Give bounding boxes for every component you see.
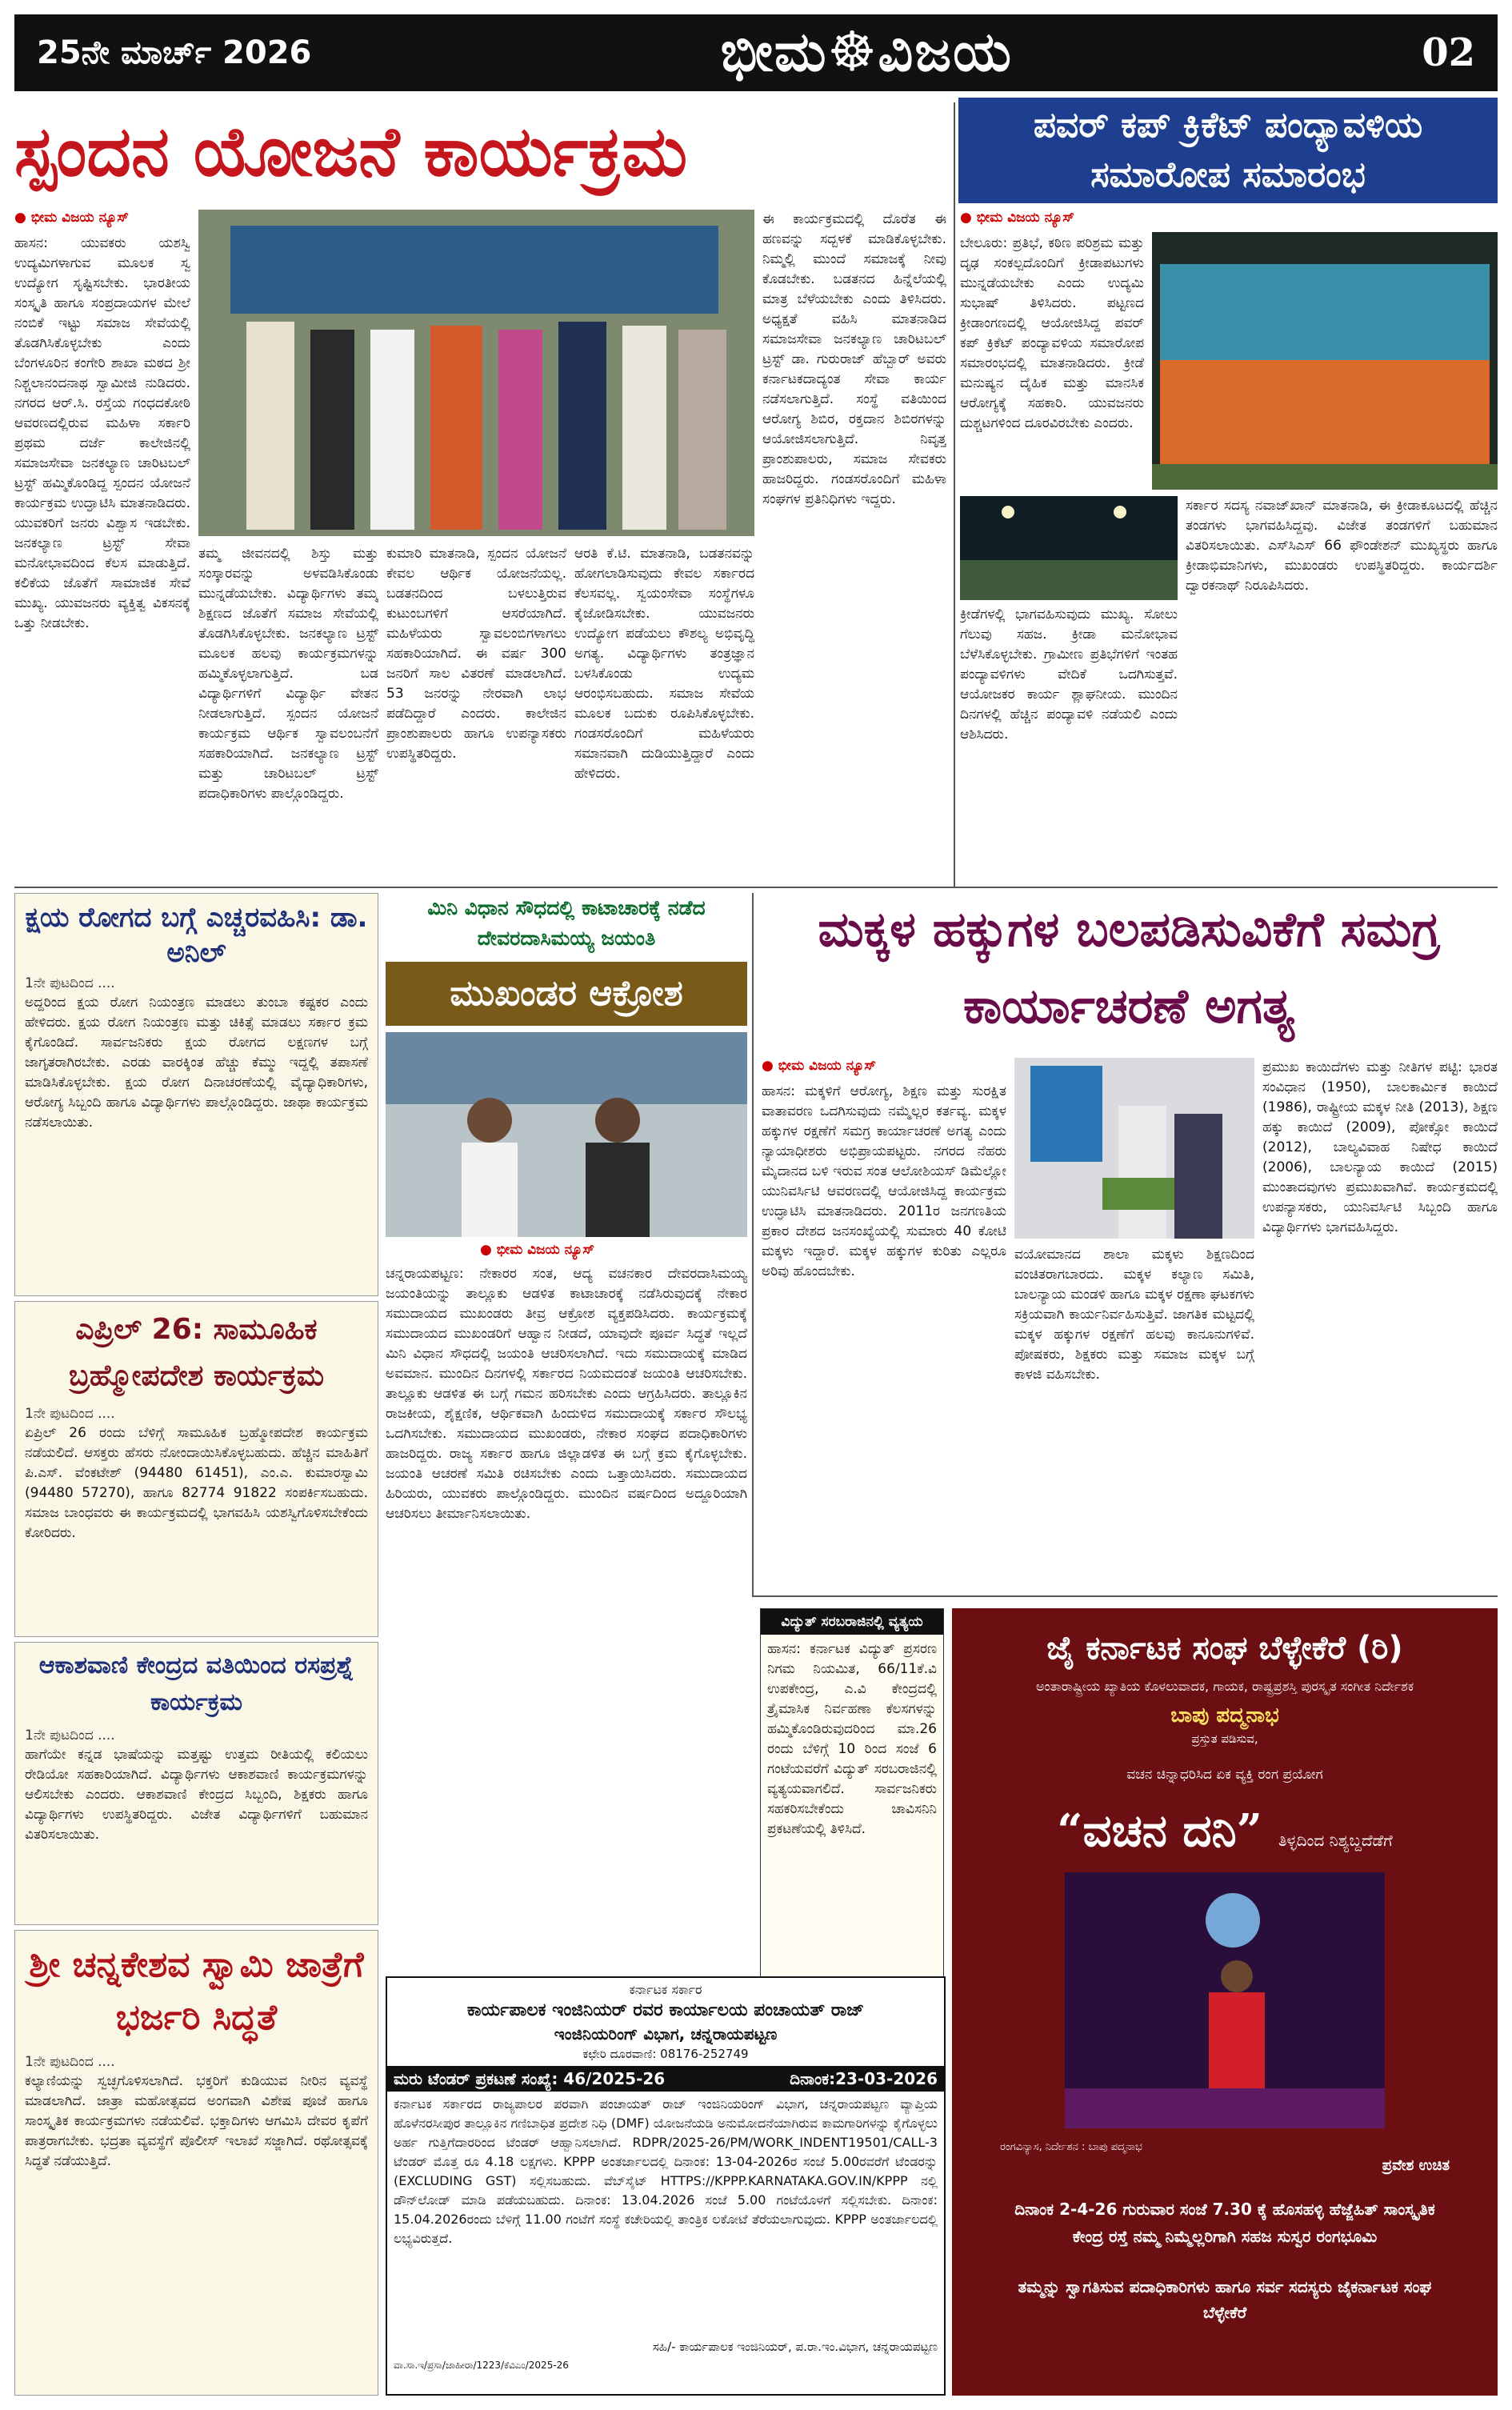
- divider: [752, 1595, 1498, 1597]
- tender-box: [386, 1976, 946, 2396]
- a8-col1: ಹಾಸನ: ಮಕ್ಕಳಿಗೆ ಆರೋಗ್ಯ, ಶಿಕ್ಷಣ ಮತ್ತು ಸುರಕ್ಷಿತ ವಾತಾವರಣ ಒದಗಿಸುವುದು ನಮ್ಮೆಲ್ಲರ ಕರ್ತವ್ಯ. ಮಕ್ಕಳ ಹಕ್ಕುಗಳ ರಕ್ಷಣೆಗೆ ಸಮಗ್ರ ಕಾರ್ಯಾಚರಣೆ ಅಗತ್ಯ ಎಂದು ನ್ಯಾಯಾಧೀಶರು ಅಭಿಪ್ರಾಯಪಟ್ಟರು. ನಗರದ ನೆಹರು ಮೈದಾನದ ಬಳಿ ಇರುವ ಸಂತ ಆಲೋಶಿಯಸ್ ಡಿಮೆಲ್ಲೋ ಯುನಿವರ್ಸಿಟಿ ಆವರಣದಲ್ಲಿ ಆಯೋಜಿಸಿದ್ದ ಕಾರ್ಯಕ್ರಮ ಉದ್ಘಾಟಿಸಿ ಮಾತನಾಡಿದರು. 2011ರ ಜನಗಣತಿಯ ಪ್ರಕಾರ ದೇಶದ ಜನಸಂಖ್ಯೆಯಲ್ಲಿ ಸುಮಾರು 40 ಕೋಟಿ ಮಕ್ಕಳು ಇದ್ದಾರೆ. ಮಕ್ಕಳ ಹಕ್ಕುಗಳ ಕುರಿತು ಎಲ್ಲರೂ ಅರಿವು ಹೊಂದಬೇಕು.: [762, 1083, 1006, 1279]
- a3-body: ಅದ್ದರಿಂದ ಕ್ಷಯ ರೋಗ ನಿಯಂತ್ರಣ ಮಾಡಲು ತುಂಬಾ ಕಷ್ಟಕರ ಎಂದು ಹೇಳಿದರು. ಕ್ಷಯ ರೋಗ ನಿಯಂತ್ರಣ ಮತ್ತು ಚಿಕಿತ್ಸೆ ಮಾಡಲು ಸರ್ಕಾರ ಕ್ರಮ ಕೈಗೊಂಡಿದೆ. ಸಾರ್ವಜನಿಕರು ಕ್ಷಯ ರೋಗದ ಲಕ್ಷಣಗಳ ಬಗ್ಗೆ ಜಾಗೃತರಾಗಿರಬೇಕು. ಎರಡು ವಾರಕ್ಕಿಂತ ಹೆಚ್ಚು ಕೆಮ್ಮು ಇದ್ದಲ್ಲಿ ತಪಾಸಣೆ ಮಾಡಿಸಿಕೊಳ್ಳಬೇಕು. ಕ್ಷಯ ರೋಗ ದಿನಾಚರಣೆಯಲ್ಲಿ ವೈದ್ಯಾಧಿಕಾರಿಗಳು, ಆರೋಗ್ಯ ಸಿಬ್ಬಂದಿ ಹಾಗೂ ವಿದ್ಯಾರ್ಥಿಗಳು ಪಾಲ್ಗೊಂಡಿದ್ದರು. ಜಾಥಾ ಕಾರ್ಯಕ್ರಮ ನಡೆಸಲಾಯಿತು.: [25, 995, 368, 1131]
- tender-sign: ಸಹಿ/- ಕಾರ್ಯಪಾಲಕ ಇಂಜಿನಿಯರ್, ಪ.ರಾ.ಇಂ.ವಿಭಾಗ, ಚನ್ನರಾಯಪಟ್ಟಣ: [652, 2340, 938, 2354]
- masthead: [14, 14, 1498, 91]
- ad-title: ಜೈ ಕರ್ನಾಟಕ ಸಂಘ ಬೆಳ್ಳೇಕೆರೆ (ರಿ): [1046, 1630, 1403, 1667]
- a4-headline: ಎಪ್ರಿಲ್ 26: ಸಾಮೂಹಿಕ ಬ್ರಹ್ಮೋಪದೇಶ ಕಾರ್ಯಕ್ರಮ: [68, 1313, 325, 1392]
- tender-division: ಇಂಜಿನಿಯರಿಂಗ್ ವಿಭಾಗ, ಚನ್ನರಾಯಪಟ್ಟಣ: [554, 2024, 778, 2044]
- a5-box: [14, 1642, 378, 1925]
- a3-headline: ಕ್ಷಯ ರೋಗದ ಬಗ್ಗೆ ಎಚ್ಚರವಹಿಸಿ: ಡಾ. ಅನಿಲ್: [25, 902, 368, 969]
- a8-photo: [1014, 1058, 1254, 1239]
- a8-col2: ವಯೋಮಾನದ ಶಾಲಾ ಮಕ್ಕಳು ಶಿಕ್ಷಣದಿಂದ ವಂಚಿತರಾಗಬಾರದು. ಮಕ್ಕಳ ಕಲ್ಯಾಣ ಸಮಿತಿ, ಬಾಲನ್ಯಾಯ ಮಂಡಳಿ ಹಾಗೂ ಮಕ್ಕಳ ರಕ್ಷಣಾ ಘಟಕಗಳು ಸಕ್ರಿಯವಾಗಿ ಕಾರ್ಯನಿರ್ವಹಿಸುತ್ತಿವೆ. ಜಾಗತಿಕ ಮಟ್ಟದಲ್ಲಿ ಮಕ್ಕಳ ಹಕ್ಕುಗಳ ರಕ್ಷಣೆಗೆ ಹಲವು ಕಾನೂನುಗಳಿವೆ. ಪೋಷಕರು, ಶಿಕ್ಷಕರು ಮತ್ತು ಸಮಾಜ ಮಕ್ಕಳ ಬಗ್ಗೆ ಕಾಳಜಿ ವಹಿಸಬೇಕು.: [1014, 1247, 1254, 1383]
- ad-show-line: [952, 1786, 1498, 1860]
- a1-col4: ಆರತಿ ಕೆ.ಟಿ. ಮಾತನಾಡಿ, ಬಡತನವನ್ನು ಹೋಗಲಾಡಿಸುವುದು ಕೇವಲ ಸರ್ಕಾರದ ಕೆಲಸವಲ್ಲ. ಸ್ವಯಂಸೇವಾ ಸಂಸ್ಥೆಗಳೂ ಕೈಜೋಡಿಸಬೇಕು. ಯುವಜನರು ಉದ್ಯೋಗ ಪಡೆಯಲು ಕೌಶಲ್ಯ ಅಭಿವೃದ್ಧಿ ಅಗತ್ಯ. ವಿದ್ಯಾರ್ಥಿಗಳು ತಂತ್ರಜ್ಞಾನ ಬಳಸಿಕೊಂಡು ಉದ್ಯಮ ಆರಂಭಿಸಬಹುದು. ಸಮಾಜ ಸೇವೆಯ ಮೂಲಕ ಬದುಕು ರೂಪಿಸಿಕೊಳ್ಳಬೇಕು. ಗಂಡಸರೊಂದಿಗೆ ಮಹಿಳೆಯರು ಸಮಾನವಾಗಿ ದುಡಿಯುತ್ತಿದ್ದಾರೆ ಎಂದು ಹೇಳಿದರು.: [574, 546, 754, 782]
- stadium-photo-icon: [960, 496, 1178, 600]
- tender-notice-date: ದಿನಾಂಕ:23-03-2026: [790, 2069, 938, 2088]
- ad-event: ದಿನಾಂಕ 2-4-26 ಗುರುವಾರ ಸಂಜೆ 7.30 ಕ್ಕೆ ಹೊಸಹಳ್ಳಿ ಹೆಜ್ಜೆಹಿತ್ ಸಾಂಸ್ಕೃತಿಕ ಕೇಂದ್ರ ರಸ್ತೆ ನಮ್ಮ ನಿಮ್ಮೆಲ್ಲರಿಗಾಗಿ ಸಹಜ ಸುಸ್ವರ ರಂಗಭೂಮಿ: [1014, 2200, 1435, 2246]
- divider: [14, 887, 1498, 888]
- a5-body: ಹಾಗೆಯೇ ಕನ್ನಡ ಭಾಷೆಯನ್ನು ಮತ್ತಷ್ಟು ಉತ್ತಮ ರೀತಿಯಲ್ಲಿ ಕಲಿಯಲು ರೇಡಿಯೋ ಸಹಕಾರಿಯಾಗಿದೆ. ವಿದ್ಯಾರ್ಥಿಗಳು ಆಕಾಶವಾಣಿ ಕಾರ್ಯಕ್ರಮಗಳನ್ನು ಆಲಿಸಬೇಕು ಎಂದರು. ಆಕಾಶವಾಣಿ ಕೇಂದ್ರದ ಸಿಬ್ಬಂದಿ, ಶಿಕ್ಷಕರು ಹಾಗೂ ವಿದ್ಯಾರ್ಥಿಗಳು ಉಪಸ್ಥಿತರಿದ್ದರು. ವಿಜೇತ ವಿದ್ಯಾರ್ಥಿಗಳಿಗೆ ಬಹುಮಾನ ವಿತರಿಸಲಾಯಿತು.: [25, 1747, 368, 1843]
- a1-photo: [198, 210, 754, 536]
- ad-free: ಪ್ರವೇಶ ಉಚಿತ: [1382, 2157, 1450, 2174]
- a5-dateline: 1ನೇ ಪುಟದಿಂದ ....: [25, 1727, 115, 1743]
- a7-kicker: ಮಿನಿ ವಿಧಾನ ಸೌಧದಲ್ಲಿ ಕಾಟಾಚಾರಕ್ಕೆ ನಡೆದ ದೇವರದಾಸಿಮಯ್ಯ ಜಯಂತಿ: [427, 896, 706, 950]
- ad-intro: ಅಂತಾರಾಷ್ಟ್ರೀಯ ಖ್ಯಾತಿಯ ಕೊಳಲುವಾದಕ, ಗಾಯಕ, ರಾಷ್ಟ್ರಪ್ರಶಸ್ತಿ ಪುರಸ್ಕೃತ ಸಂಗೀತ ನಿರ್ದೇಶಕ: [1035, 1679, 1414, 1694]
- a2-photo-team: [1152, 232, 1498, 490]
- a2-col2: ಕ್ರೀಡೆಗಳಲ್ಲಿ ಭಾಗವಹಿಸುವುದು ಮುಖ್ಯ. ಸೋಲು ಗೆಲುವು ಸಹಜ. ಕ್ರೀಡಾ ಮನೋಭಾವ ಬೆಳೆಸಿಕೊಳ್ಳಬೇಕು. ಗ್ರಾಮೀಣ ಪ್ರತಿಭೆಗಳಿಗೆ ಇಂತಹ ಪಂದ್ಯಾವಳಿಗಳು ವೇದಿಕೆ ಒದಗಿಸುತ್ತವೆ. ಆಯೋಜಕರ ಕಾರ್ಯ ಶ್ಲಾಘನೀಯ. ಮುಂದಿನ ದಿನಗಳಲ್ಲಿ ಹೆಚ್ಚಿನ ಪಂದ್ಯಾವಳಿ ನಡೆಯಲಿ ಎಂದು ಆಶಿಸಿದರು.: [960, 607, 1178, 743]
- a6-box: [14, 1930, 378, 2396]
- performer-photo-icon: [1065, 1872, 1385, 2128]
- ad-photo: [1065, 1872, 1385, 2128]
- a2-col1: ಬೇಲೂರು: ಪ್ರತಿಭೆ, ಕಠಿಣ ಪರಿಶ್ರಮ ಮತ್ತು ದೃಢ ಸಂಕಲ್ಪದೊಂದಿಗೆ ಕ್ರೀಡಾಪಟುಗಳು ಮುನ್ನಡೆಯಬೇಕು ಎಂದು ಉದ್ಯಮಿ ಸುಭಾಷ್ ತಿಳಿಸಿದರು. ಪಟ್ಟಣದ ಕ್ರೀಡಾಂಗಣದಲ್ಲಿ ಆಯೋಜಿಸಿದ್ದ ಪವರ್ ಕಪ್ ಕ್ರಿಕೆಟ್ ಪಂದ್ಯಾವಳಿಯ ಸಮಾರೋಪ ಸಮಾರಂಭದಲ್ಲಿ ಮಾತನಾಡಿದರು. ಕ್ರೀಡೆ ಮನುಷ್ಯನ ದೈಹಿಕ ಮತ್ತು ಮಾನಸಿಕ ಆರೋಗ್ಯಕ್ಕೆ ಸಹಕಾರಿ. ಯುವಜನರು ದುಶ್ಚಟಗಳಿಂದ ದೂರವಿರಬೇಕು ಎಂದರು.: [960, 235, 1144, 431]
- a9-box: [760, 1608, 944, 1984]
- divider: [954, 102, 955, 887]
- ad-direction: ತಿಳ್ಳದಿಂದ ನಿಶ್ಯಬ್ದದೆಡೆಗೆ: [1278, 1831, 1393, 1850]
- a1-col3: ಕುಮಾರಿ ಮಾತನಾಡಿ, ಸ್ಪಂದನ ಯೋಜನೆ ಕೇವಲ ಆರ್ಥಿಕ ಯೋಜನೆಯಲ್ಲ. ಬಡತನದಿಂದ ಬಳಲುತ್ತಿರುವ ಕುಟುಂಬಗಳಿಗೆ ಆಸರೆಯಾಗಿದೆ. ಮಹಿಳೆಯರು ಸ್ವಾವಲಂಬಿಗಳಾಗಲು ಸಹಕಾರಿಯಾಗಿದೆ. ಈ ವರ್ಷ 300 ಜನರಿಗೆ ಸಾಲ ವಿತರಣೆ ಮಾಡಲಾಗಿದೆ. 53 ಜನರನ್ನು ನೇರವಾಗಿ ಲಾಭ ಪಡೆದಿದ್ದಾರೆ ಎಂದರು. ಕಾಲೇಜಿನ ಪ್ರಾಂಶುಪಾಲರು ಹಾಗೂ ಉಪನ್ಯಾಸಕರು ಉಪಸ್ಥಿತರಿದ್ದರು.: [386, 546, 566, 762]
- cricket-team-photo-icon: [1152, 232, 1498, 490]
- a8-byline: ● ಭೀಮ ವಿಜಯ ನ್ಯೂಸ್: [762, 1058, 876, 1074]
- event-ad: [952, 1608, 1498, 2396]
- tender-ref: ವಾ.ಸಾ.ಇ/ಪ್ರಸಾ/ಜಾಹೀರಾ/1223/ಕೆವಿಎಂ/2025-26: [394, 2360, 569, 2371]
- a7-photo: [386, 1032, 747, 1237]
- issue-date: 25ನೇ ಮಾರ್ಚ್ 2026: [37, 34, 312, 71]
- a4-dateline: 1ನೇ ಪುಟದಿಂದ ....: [25, 1406, 115, 1422]
- a8-col3: ಪ್ರಮುಖ ಕಾಯಿದೆಗಳು ಮತ್ತು ನೀತಿಗಳ ಪಟ್ಟಿ: ಭಾರತ ಸಂವಿಧಾನ (1950), ಬಾಲಕಾರ್ಮಿಕ ಕಾಯಿದೆ (1986), ರಾಷ್ಟ್ರೀಯ ಮಕ್ಕಳ ನೀತಿ (2013), ಶಿಕ್ಷಣ ಹಕ್ಕು ಕಾಯಿದೆ (2009), ಪೋಕ್ಸೋ ಕಾಯಿದೆ (2012), ಬಾಲ್ಯವಿವಾಹ ನಿಷೇಧ ಕಾಯಿದೆ (2006), ಬಾಲನ್ಯಾಯ ಕಾಯಿದೆ (2015) ಮುಂತಾದವುಗಳು ಪ್ರಮುಖವಾಗಿವೆ. ಕಾರ್ಯಕ್ರಮದಲ್ಲಿ ಉಪನ್ಯಾಸಕರು, ಯುನಿವರ್ಸಿಟಿ ಸಿಬ್ಬಂದಿ ಹಾಗೂ ವಿದ್ಯಾರ್ಥಿಗಳು ಭಾಗವಹಿಸಿದ್ದರು.: [1262, 1059, 1498, 1235]
- divider: [752, 893, 754, 1597]
- a4-body: ಏಪ್ರಿಲ್ 26 ರಂದು ಬೆಳಿಗ್ಗೆ ಸಾಮೂಹಿಕ ಬ್ರಹ್ಮೋಪದೇಶ ಕಾರ್ಯಕ್ರಮ ನಡೆಯಲಿದೆ. ಆಸಕ್ತರು ಹೆಸರು ನೋಂದಾಯಿಸಿಕೊಳ್ಳಬಹುದು. ಹೆಚ್ಚಿನ ಮಾಹಿತಿಗೆ ಪಿ.ಎಸ್. ವೆಂಕಟೇಶ್ (94480 61451), ಎಂ.ಎ. ಕುಮಾರಸ್ವಾಮಿ (94480 57270), ಹಾಗೂ 82774 91822 ಸಂಪರ್ಕಿಸಬಹುದು. ಸಮಾಜ ಬಾಂಧವರು ಈ ಕಾರ್ಯಕ್ರಮದಲ್ಲಿ ಭಾಗವಹಿಸಿ ಯಶಸ್ವಿಗೊಳಿಸಬೇಕೆಂದು ಕೋರಿದರು.: [25, 1425, 368, 1541]
- a3-dateline: 1ನೇ ಪುಟದಿಂದ ....: [25, 975, 115, 991]
- a7-byline: ● ಭೀಮ ವಿಜಯ ನ್ಯೂಸ್: [480, 1242, 594, 1258]
- a6-headline: ಶ್ರೀ ಚನ್ನಕೇಶವ ಸ್ವಾಮಿ ಜಾತ್ರೆಗೆ ಭರ್ಜರಿ ಸಿದ್ಧತೆ: [29, 1944, 364, 2038]
- a6-body: ಕಲ್ಯಾಣಿಯನ್ನು ಸ್ವಚ್ಛಗೊಳಿಸಲಾಗಿದೆ. ಭಕ್ತರಿಗೆ ಕುಡಿಯುವ ನೀರಿನ ವ್ಯವಸ್ಥೆ ಮಾಡಲಾಗಿದೆ. ಜಾತ್ರಾ ಮಹೋತ್ಸವದ ಅಂಗವಾಗಿ ವಿಶೇಷ ಪೂಜೆ ಹಾಗೂ ಸಾಂಸ್ಕೃತಿಕ ಕಾರ್ಯಕ್ರಮಗಳು ನಡೆಯಲಿವೆ. ಭಕ್ತಾದಿಗಳು ಆಗಮಿಸಿ ದೇವರ ಕೃಪೆಗೆ ಪಾತ್ರರಾಗಬೇಕು. ಭದ್ರತಾ ವ್ಯವಸ್ಥೆಗೆ ಪೊಲೀಸ್ ಇಲಾಖೆ ಸಜ್ಜಾಗಿದೆ. ರಥೋತ್ಸವಕ್ಕೆ ಸಿದ್ಧತೆ ನಡೆಯುತ್ತಿದೆ.: [25, 2073, 368, 2169]
- a2-byline: ● ಭೀಮ ವಿಜಯ ನ್ಯೂಸ್: [960, 210, 1074, 226]
- a6-dateline: 1ನೇ ಪುಟದಿಂದ ....: [25, 2054, 115, 2070]
- a2-photo-ground: [960, 496, 1178, 600]
- a3-box: [14, 893, 378, 1296]
- a2-header: ಪವರ್ ಕಪ್ ಕ್ರಿಕೆಟ್ ಪಂದ್ಯಾವಳಿಯ ಸಮಾರೋಪ ಸಮಾರಂಭ: [958, 98, 1498, 203]
- ad-artist: ಬಾಪು ಪದ್ಮನಾಭ: [1170, 1703, 1279, 1727]
- page-number: 02: [1422, 30, 1475, 75]
- ceremony-photo-icon: [198, 210, 754, 536]
- a4-box: [14, 1301, 378, 1637]
- ad-show: “ವಚನ ದನಿ”: [1057, 1804, 1262, 1857]
- a7-body: ಚನ್ನರಾಯಪಟ್ಟಣ: ನೇಕಾರರ ಸಂತ, ಆದ್ಯ ವಚನಕಾರ ದೇವರದಾಸಿಮಯ್ಯ ಜಯಂತಿಯನ್ನು ತಾಲ್ಲೂಕು ಆಡಳಿತ ಕಾಟಾಚಾರಕ್ಕೆ ನಡೆಸಿರುವುದಕ್ಕೆ ನೇಕಾರ ಸಮುದಾಯದ ಮುಖಂಡರು ತೀವ್ರ ಆಕ್ರೋಶ ವ್ಯಕ್ತಪಡಿಸಿದರು. ಕಾರ್ಯಕ್ರಮಕ್ಕೆ ಸಮುದಾಯದ ಮುಖಂಡರಿಗೆ ಆಹ್ವಾನ ನೀಡದೆ, ಯಾವುದೇ ಪೂರ್ವ ಸಿದ್ಧತೆ ಇಲ್ಲದೆ ಮಿನಿ ವಿಧಾನ ಸೌಧದಲ್ಲಿ ಜಯಂತಿ ಆಚರಿಸಲಾಗಿದೆ. ಇದು ಸಮುದಾಯಕ್ಕೆ ಮಾಡಿದ ಅವಮಾನ. ಮುಂದಿನ ದಿನಗಳಲ್ಲಿ ಸರ್ಕಾರದ ನಿಯಮದಂತೆ ಜಯಂತಿ ಆಚರಿಸಬೇಕು. ತಾಲ್ಲೂಕು ಆಡಳಿತ ಈ ಬಗ್ಗೆ ಗಮನ ಹರಿಸಬೇಕು ಎಂದು ಆಗ್ರಹಿಸಿದರು. ತಾಲ್ಲೂಕಿನ ರಾಜಕೀಯ, ಶೈಕ್ಷಣಿಕ, ಆರ್ಥಿಕವಾಗಿ ಹಿಂದುಳಿದ ಸಮುದಾಯಕ್ಕೆ ಸರ್ಕಾರ ಸೌಲಭ್ಯ ಒದಗಿಸಬೇಕು. ಸಮುದಾಯದ ಮುಖಂಡರು, ನೇಕಾರ ಸಂಘದ ಪದಾಧಿಕಾರಿಗಳು ಹಾಜರಿದ್ದರು. ರಾಜ್ಯ ಸರ್ಕಾರ ಹಾಗೂ ಜಿಲ್ಲಾಡಳಿತ ಈ ಬಗ್ಗೆ ಕ್ರಮ ಕೈಗೊಳ್ಳಬೇಕು. ಜಯಂತಿ ಆಚರಣೆ ಸಮಿತಿ ರಚಿಸಬೇಕು ಎಂದು ಒತ್ತಾಯಿಸಿದರು. ಸಮುದಾಯದ ಹಿರಿಯರು, ಯುವಕರು ಪಾಲ್ಗೊಂಡಿದ್ದರು. ಮುಂದಿನ ವರ್ಷದಿಂದ ಅದ್ದೂರಿಯಾಗಿ ಆಚರಿಸಲು ತೀರ್ಮಾನಿಸಲಾಯಿತು.: [386, 1266, 747, 1522]
- a8-headline: ಮಕ್ಕಳ ಹಕ್ಕುಗಳ ಬಲಪಡಿಸುವಿಕೆಗೆ ಸಮಗ್ರ ಕಾರ್ಯಾಚರಣೆ ಅಗತ್ಯ: [818, 902, 1440, 1035]
- ad-presents: ಪ್ರಸ್ತುತ ಪಡಿಸುವ,: [1191, 1731, 1258, 1746]
- a1-byline: ● ಭೀಮ ವಿಜಯ ನ್ಯೂಸ್: [14, 210, 129, 226]
- tender-notice-no: ಮರು ಟೆಂಡರ್ ಪ್ರಕಟಣೆ ಸಂಖ್ಯೆ: 46/2025-26: [394, 2069, 666, 2088]
- a1-col1: ಹಾಸನ: ಯುವಕರು ಯಶಸ್ವಿ ಉದ್ಯಮಿಗಳಾಗುವ ಮೂಲಕ ಸ್ವ ಉದ್ಯೋಗ ಸೃಷ್ಟಿಸಬೇಕು. ಭಾರತೀಯ ಸಂಸ್ಕೃತಿ ಹಾಗೂ ಸಂಪ್ರದಾಯಗಳ ಮೇಲೆ ನಂಬಿಕೆ ಇಟ್ಟು ಸಮಾಜ ಸೇವೆಯಲ್ಲಿ ತೊಡಗಿಸಿಕೊಳ್ಳಬೇಕು ಎಂದು ಬೆಂಗಳೂರಿನ ಕಂಗೇರಿ ಶಾಖಾ ಮಠದ ಶ್ರೀ ನಿಶ್ಚಲಾನಂದನಾಥ ಸ್ವಾಮೀಜಿ ನುಡಿದರು. ನಗರದ ಆರ್.ಸಿ. ರಸ್ತೆಯ ಗಂಧದಕೋಠಿ ಆವರಣದಲ್ಲಿರುವ ಮಹಿಳಾ ಸರ್ಕಾರಿ ಪ್ರಥಮ ದರ್ಜೆ ಕಾಲೇಜಿನಲ್ಲಿ ಸಮಾಜಸೇವಾ ಜನಕಲ್ಯಾಣ ಚಾರಿಟಬಲ್ ಟ್ರಸ್ಟ್ ಹಮ್ಮಿಕೊಂಡಿದ್ದ ಸ್ಪಂದನ ಯೋಜನೆ ಕಾರ್ಯಕ್ರಮ ಉದ್ಘಾಟಿಸಿ ಮಾತನಾಡಿದರು. ಯುವಕರಿಗೆ ಜನರು ವಿಶ್ವಾಸ ಇಡಬೇಕು. ಜನಕಲ್ಯಾಣ ಟ್ರಸ್ಟ್ ಸೇವಾ ಮನೋಭಾವದಿಂದ ಕೆಲಸ ಮಾಡುತ್ತಿದೆ. ಕಲಿಕೆಯ ಜೊತೆಗೆ ಸಾಮಾಜಿಕ ಸೇವೆ ಮುಖ್ಯ. ಯುವಜನರು ವ್ಯಕ್ತಿತ್ವ ವಿಕಸನಕ್ಕೆ ಒತ್ತು ನೀಡಬೇಕು.: [14, 235, 190, 631]
- ad-welcome: ತಮ್ಮನ್ನು ಸ್ವಾಗತಿಸುವ ಪದಾಧಿಕಾರಿಗಳು ಹಾಗೂ ಸರ್ವ ಸದಸ್ಯರು ಜೈಕರ್ನಾಟಕ ಸಂಘ ಬೆಳ್ಳೇಕೆರೆ: [1018, 2277, 1432, 2322]
- a9-headline: ವಿದ್ಯುತ್ ಸರಬರಾಜಿನಲ್ಲಿ ವ್ಯತ್ಯಯ: [761, 1609, 943, 1635]
- protest-photo-icon: [386, 1032, 747, 1237]
- tender-phone: ಕಛೇರಿ ದೂರವಾಣಿ: 08176-252749: [582, 2047, 749, 2061]
- a2-col3: ಸರ್ಕಾರ ಸದಸ್ಯ ನವಾಜ್‌ಖಾನ್ ಮಾತನಾಡಿ, ಈ ಕ್ರೀಡಾಕೂಟದಲ್ಲಿ ಹೆಚ್ಚಿನ ತಂಡಗಳು ಭಾಗವಹಿಸಿದ್ದವು. ವಿಜೇತ ತಂಡಗಳಿಗೆ ಬಹುಮಾನ ವಿತರಿಸಲಾಯಿತು. ಎಸ್‌ಸಿಎಸ್ 66 ಫೌಂಡೇಶನ್ ಮುಖ್ಯಸ್ಥರು ಹಾಗೂ ಕ್ರೀಡಾಭಿಮಾನಿಗಳು, ಮುಖಂಡರು ಉಪಸ್ಥಿತರಿದ್ದರು. ಕಾರ್ಯದರ್ಶಿ ದ್ವಾರಕನಾಥ್ ನಿರೂಪಿಸಿದರು.: [1186, 498, 1498, 594]
- tender-gov: ಕರ್ನಾಟಕ ಸರ್ಕಾರ: [629, 1982, 702, 1997]
- seminar-photo-icon: [1014, 1058, 1254, 1239]
- tender-office: ಕಾರ್ಯಪಾಲಕ ಇಂಜಿನಿಯರ್ ರವರ ಕಾರ್ಯಾಲಯ ಪಂಚಾಯತ್ ರಾಜ್: [466, 2000, 865, 2020]
- a1-col5: ಈ ಕಾರ್ಯಕ್ರಮದಲ್ಲಿ ದೊರೆತ ಈ ಹಣವನ್ನು ಸದ್ಬಳಕೆ ಮಾಡಿಕೊಳ್ಳಬೇಕು. ನಿಮ್ಮಲ್ಲಿ ಮುಂದೆ ಸಮಾಜಕ್ಕೆ ನೀವು ಕೊಡಬೇಕು. ಬಡತನದ ಹಿನ್ನೆಲೆಯಲ್ಲಿ ಮಾತ್ರ ಬೆಳೆಯಬೇಕು ಎಂದು ತಿಳಿಸಿದರು. ಅಧ್ಯಕ್ಷತೆ ವಹಿಸಿ ಮಾತನಾಡಿದ ಸಮಾಜಸೇವಾ ಜನಕಲ್ಯಾಣ ಚಾರಿಟಬಲ್ ಟ್ರಸ್ಟ್ ಡಾ. ಗುರುರಾಜ್ ಹೆಬ್ಬಾರ್ ಅವರು ಕರ್ನಾಟಕದಾದ್ಯಂತ ಸೇವಾ ಕಾರ್ಯ ನಡೆಸಲಾಗುತ್ತಿದೆ. ಸಂಸ್ಥೆ ವತಿಯಿಂದ ಆರೋಗ್ಯ ಶಿಬಿರ, ರಕ್ತದಾನ ಶಿಬಿರಗಳನ್ನು ಆಯೋಜಿಸಲಾಗುತ್ತಿದೆ. ನಿವೃತ್ತ ಪ್ರಾಂಶುಪಾಲರು, ಸಮಾಜ ಸೇವಕರು ಹಾಜರಿದ್ದರು. ಗಂಡಸರೊಂದಿಗೆ ಮಹಿಳಾ ಸಂಘಗಳ ಪ್ರತಿನಿಧಿಗಳು ಇದ್ದರು.: [762, 211, 946, 507]
- ad-credits: ರಂಗವಿನ್ಯಾಸ, ನಿರ್ದೇಶನ : ಬಾಪು ಪದ್ಮನಾಭ: [1000, 2141, 1142, 2153]
- a9-body: ಹಾಸನ: ಕರ್ನಾಟಕ ವಿದ್ಯುತ್ ಪ್ರಸರಣ ನಿಗಮ ನಿಯಮಿತ, 66/11ಕೆ.ವಿ ಉಪಕೇಂದ್ರ, ಎ.ವಿ ಕೇಂದ್ರದಲ್ಲಿ ತ್ರೈಮಾಸಿಕ ನಿರ್ವಹಣಾ ಕೆಲಸಗಳನ್ನು ಹಮ್ಮಿಕೊಂಡಿರುವುದರಿಂದ ಮಾ.26 ರಂದು ಬೆಳಿಗ್ಗೆ 10 ರಿಂದ ಸಂಜೆ 6 ಗಂಟೆಯವರೆಗೆ ವಿದ್ಯುತ್ ಸರಬರಾಜಿನಲ್ಲಿ ವ್ಯತ್ಯಯವಾಗಲಿದೆ. ಸಾರ್ವಜನಿಕರು ಸಹಕರಿಸಬೇಕೆಂದು ಚಾವಿಸನಿನಿ ಪ್ರಕಟಣೆಯಲ್ಲಿ ತಿಳಿಸಿದೆ.: [767, 1641, 937, 1837]
- a5-headline: ಆಕಾಶವಾಣಿ ಕೇಂದ್ರದ ವತಿಯಿಂದ ರಸಪ್ರಶ್ನೆ ಕಾರ್ಯಕ್ರಮ: [38, 1651, 354, 1716]
- newspaper-logo: ಭೀಮ☸ವಿಜಯ: [720, 21, 1013, 84]
- a1-headline: ಸ್ಪಂದನ ಯೋಜನೆ ಕಾರ್ಯಕ್ರಮ: [14, 112, 688, 192]
- a7-headline: ಮುಖಂಡರ ಆಕ್ರೋಶ: [386, 962, 747, 1026]
- tender-body: ಕರ್ನಾಟಕ ಸರ್ಕಾರದ ರಾಜ್ಯಪಾಲರ ಪರವಾಗಿ ಪಂಚಾಯತ್ ರಾಜ್ ಇಂಜಿನಿಯರಿಂಗ್ ವಿಭಾಗ, ಚನ್ನರಾಯಪಟ್ಟಣ ವ್ಯಾಪ್ತಿಯ ಹೊಳೆನರಸೀಪುರ ತಾಲ್ಲೂಕಿನ ಗಣಿಬಾಧಿತ ಪ್ರದೇಶ ನಿಧಿ (DMF) ಯೋಜನೆಯಡಿ ಅನುಮೋದನೆಯಾಗಿರುವ ಕಾಮಗಾರಿಗಳನ್ನು ಕೈಗೊಳ್ಳಲು ಅರ್ಹ ಗುತ್ತಿಗೆದಾರರಿಂದ ಟೆಂಡರ್ ಆಹ್ವಾನಿಸಲಾಗಿದೆ. RDPR/2025-26/PM/WORK_INDENT19501/CALL-3 ಟೆಂಡರ್ ಮೊತ್ತ ರೂ 4.18 ಲಕ್ಷಗಳು. KPPP ಅಂತರ್ಜಾಲದಲ್ಲಿ ದಿನಾಂಕ: 13-04-2026ರ ಸಂಜೆ 5.00ರವರೆಗೆ ಟೆಂಡರನ್ನು (EXCLUDING GST) ಸಲ್ಲಿಸಬಹುದು. ವೆಬ್‌ಸೈಟ್ HTTPS://KPPP.KARNATAKA.GOV.IN/KPPP ನಲ್ಲಿ ಡೌನ್‌ಲೋಡ್ ಮಾಡಿ ಪಡೆಯಬಹುದು. ದಿನಾಂಕ: 13.04.2026 ಸಂಜೆ 5.00 ಗಂಟೆಯೊಳಗೆ ಸಲ್ಲಿಸಬೇಕು. ದಿನಾಂಕ: 15.04.2026ರಂದು ಬೆಳಿಗ್ಗೆ 11.00 ಗಂಟೆಗೆ ಸಂಸ್ಥೆ ಕಚೇರಿಯಲ್ಲಿ ತಾಂತ್ರಿಕ ಲಕೋಟೆ ತೆರೆಯಲಾಗುವುದು. KPPP ಅಂತರ್ಜಾಲದಲ್ಲಿ ಲಭ್ಯವಿರುತ್ತದೆ.: [394, 2096, 938, 2246]
- a1-col2: ತಮ್ಮ ಜೀವನದಲ್ಲಿ ಶಿಸ್ತು ಮತ್ತು ಸಂಸ್ಕಾರವನ್ನು ಅಳವಡಿಸಿಕೊಂಡು ಮುನ್ನಡೆಯಬೇಕು. ವಿದ್ಯಾರ್ಥಿಗಳು ತಮ್ಮ ಶಿಕ್ಷಣದ ಜೊತೆಗೆ ಸಮಾಜ ಸೇವೆಯಲ್ಲಿ ತೊಡಗಿಸಿಕೊಳ್ಳಬೇಕು. ಜನಕಲ್ಯಾಣ ಟ್ರಸ್ಟ್ ಮೂಲಕ ಹಲವು ಕಾರ್ಯಕ್ರಮಗಳನ್ನು ಹಮ್ಮಿಕೊಳ್ಳಲಾಗುತ್ತಿದೆ. ಬಡ ವಿದ್ಯಾರ್ಥಿಗಳಿಗೆ ವಿದ್ಯಾರ್ಥಿ ವೇತನ ನೀಡಲಾಗುತ್ತಿದೆ. ಸ್ಪಂದನ ಯೋಜನೆ ಕಾರ್ಯಕ್ರಮ ಆರ್ಥಿಕ ಸ್ವಾವಲಂಬನೆಗೆ ಸಹಕಾರಿಯಾಗಿದೆ. ಜನಕಲ್ಯಾಣ ಟ್ರಸ್ಟ್ ಮತ್ತು ಚಾರಿಟಬಲ್ ಟ್ರಸ್ಟ್ ಪದಾಧಿಕಾರಿಗಳು ಪಾಲ್ಗೊಂಡಿದ್ದರು.: [198, 546, 378, 802]
- tender-header-bar: [387, 2066, 944, 2092]
- ad-desc: ವಚನ ಚಿನ್ನಾಧರಿಸಿದ ಏಕ ವ್ಯಕ್ತಿ ರಂಗ ಪ್ರಯೋಗ: [1126, 1767, 1323, 1783]
